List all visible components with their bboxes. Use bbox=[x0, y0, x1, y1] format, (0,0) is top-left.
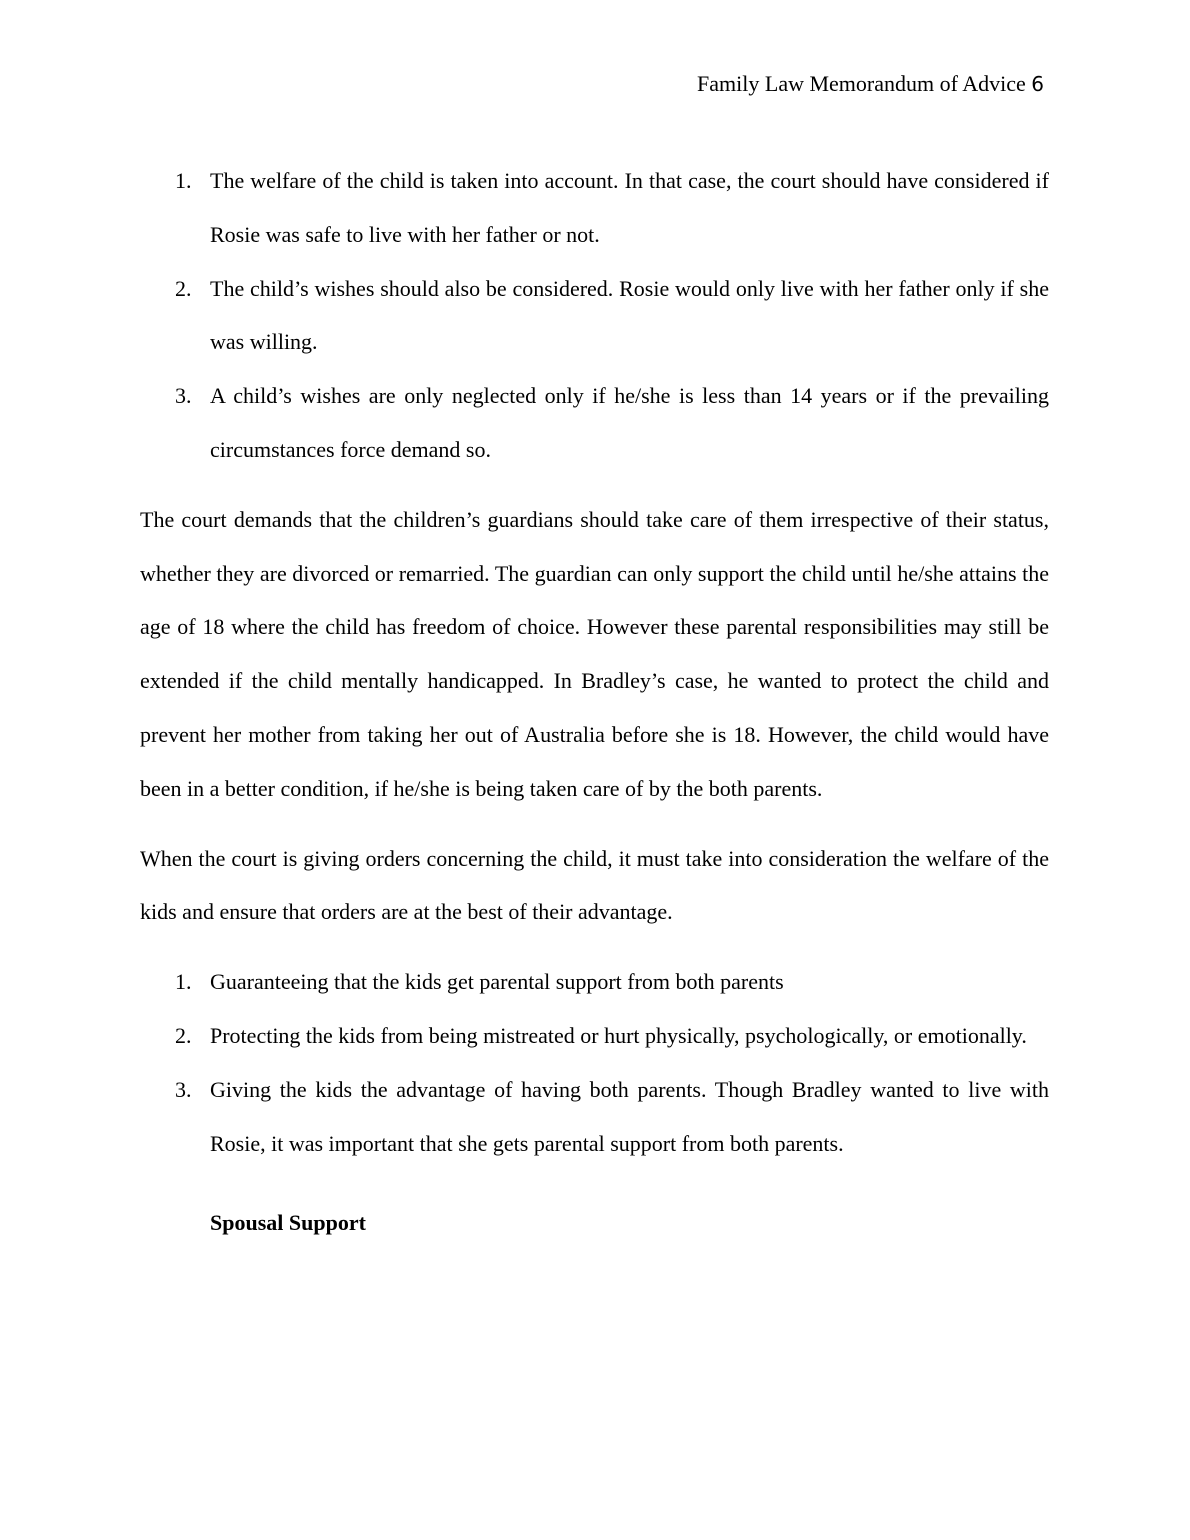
document-body bbox=[140, 154, 1049, 1250]
list-item bbox=[140, 1063, 1049, 1171]
page-number: 6 bbox=[1031, 72, 1044, 96]
list-item-number: 2. bbox=[175, 1022, 192, 1048]
list-item-number: 1. bbox=[175, 969, 192, 995]
running-header bbox=[697, 70, 1044, 98]
list-item-text: The child’s wishes should also be considered. Rosie would only live with her father only if she was willing. bbox=[210, 275, 1049, 355]
list-item-text: Giving the kids the advantage of having both parents. Though Bradley wanted to live with Rosie, it was important that she gets parental support from both parents. bbox=[210, 1076, 1049, 1156]
numbered-list-orders bbox=[140, 955, 1049, 1170]
list-item bbox=[140, 154, 1049, 262]
section-heading: Spousal Support bbox=[210, 1210, 366, 1236]
header-title: Family Law Memorandum of Advice bbox=[697, 71, 1026, 96]
list-item-number: 2. bbox=[175, 275, 192, 301]
list-item-text: Guaranteeing that the kids get parental support from both parents bbox=[210, 969, 784, 995]
list-item-number: 1. bbox=[175, 168, 192, 193]
list-item bbox=[140, 955, 1049, 1009]
list-item-number: 3. bbox=[175, 1076, 192, 1102]
numbered-list-welfare bbox=[140, 154, 1049, 477]
list-item-number: 3. bbox=[175, 383, 192, 409]
list-item bbox=[140, 1009, 1049, 1063]
list-item bbox=[140, 262, 1049, 370]
paragraph-guardians: The court demands that the children’s guardians should take care of them irrespective of their status, whether they are divorced or remarried. The guardian can only support the child until he/she attains the age of 18 where the child has freedom of choice. However these parental responsibilities may still be extended if the child mentally handicapped. In Bradley’s case, he wanted to protect the child and prevent her mother from taking her out of Australia before she is 18. However, the child would have been in a better condition, if he/she is being taken care of by the both parents. bbox=[140, 506, 1049, 801]
paragraph-court-orders: When the court is giving orders concerning the child, it must take into consideration the welfare of the kids and ensure that orders are at the best of their advantage. bbox=[140, 845, 1049, 925]
list-item bbox=[140, 369, 1049, 477]
list-item-text: Protecting the kids from being mistreated or hurt physically, psychologically, or emotionally. bbox=[210, 1022, 1027, 1048]
list-item-text: A child’s wishes are only neglected only if he/she is less than 14 years or if the prevailing circumstances force demand so. bbox=[210, 383, 1049, 462]
list-item-text: The welfare of the child is taken into account. In that case, the court should have considered if Rosie was safe to live with her father or not. bbox=[210, 168, 1049, 247]
